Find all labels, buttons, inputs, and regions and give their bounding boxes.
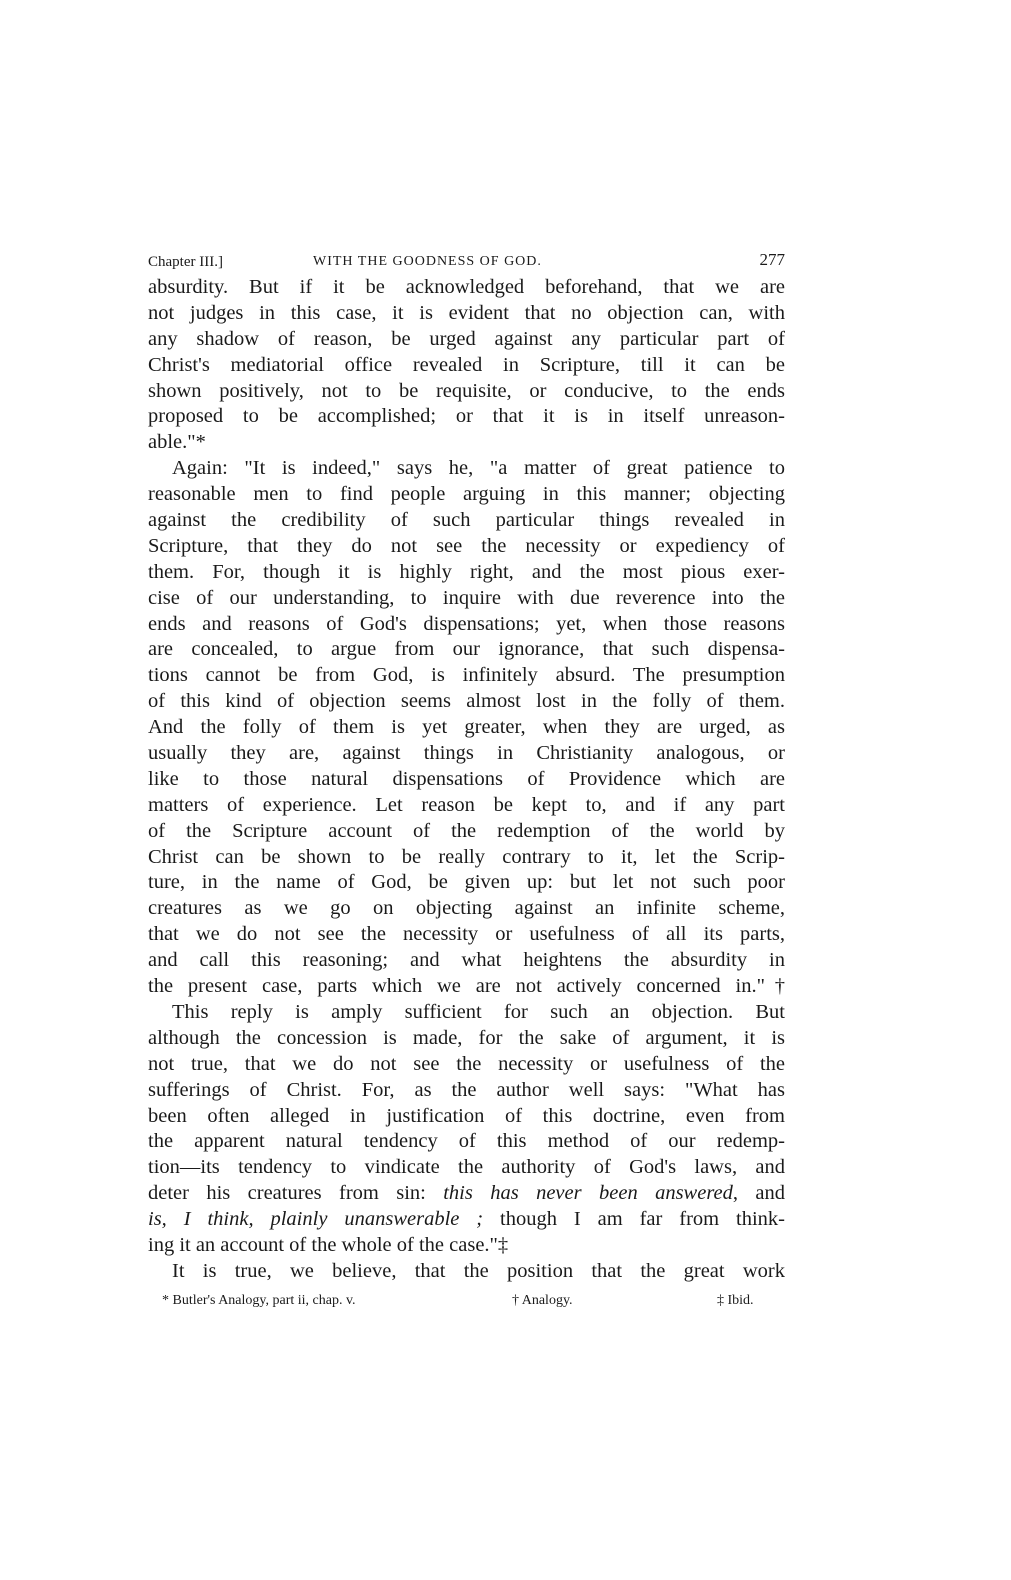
text-line (148, 430, 785, 456)
text-line (148, 1026, 785, 1052)
text-line (148, 1104, 785, 1130)
line-text: the present case, parts which we are not actively concerned in."† (148, 975, 785, 998)
line-text: that we do not see the necessity or usefulness of all its parts, (148, 923, 785, 946)
text-line (148, 327, 785, 353)
text-line (148, 1052, 785, 1078)
line-text: shown positively, not to be requisite, or conducive, to the ends (148, 379, 785, 402)
line-text: any shadow of reason, be urged against any particular part of (148, 327, 785, 350)
text-line (148, 741, 785, 767)
line-text: Christ's mediatorial office revealed in Scripture, till it can be (148, 353, 785, 376)
line-text: ends and reasons of God's dispensations; yet, when those reasons (148, 612, 785, 635)
text-line (148, 948, 785, 974)
text-line (148, 819, 785, 845)
text-line (148, 482, 785, 508)
line-text: of the Scripture account of the redemption of the world by (148, 819, 785, 842)
line-text: and call this reasoning; and what heightens the absurdity in (148, 949, 785, 972)
text-line (148, 767, 785, 793)
text-line (148, 1000, 785, 1026)
text-line (148, 689, 785, 715)
line-text: sufferings of Christ. For, as the author well says: "What has (148, 1078, 785, 1101)
line-text: although the concession is made, for the sake of argument, it is (148, 1026, 785, 1049)
footnote-dagger: † Analogy. (512, 1293, 573, 1308)
text-line (148, 1233, 785, 1259)
line-text: Christ can be shown to be really contrary to it, let the Scrip- (148, 845, 785, 868)
text-line (148, 922, 785, 948)
text-line (148, 560, 785, 586)
line-text: proposed to be accomplished; or that it is in itself unreason- (148, 405, 785, 428)
chapter-label: Chapter III.] (148, 254, 223, 270)
line-text: against the credibility of such particular things revealed in (148, 509, 785, 532)
text-line (148, 586, 785, 612)
line-text: This reply is amply sufficient for such an objection. But (172, 1000, 785, 1023)
text-line (148, 870, 785, 896)
line-text: creatures as we go on objecting against an infinite scheme, (148, 897, 785, 920)
line-text: absurdity. But if it be acknowledged beforehand, that we are (148, 276, 785, 298)
text-line (148, 974, 785, 1000)
line-text: It is true, we believe, that the position that the great work (172, 1259, 785, 1282)
text-line (148, 301, 785, 327)
line-text: the apparent natural tendency of this method of our redemp- (148, 1130, 785, 1153)
text-line (148, 845, 785, 871)
text-line (148, 1078, 785, 1104)
line-text: Scripture, that they do not see the necessity or expediency of (148, 534, 785, 557)
text-line (148, 404, 785, 430)
line-text: like to those natural dispensations of Providence which are (148, 767, 785, 790)
body-text (148, 275, 785, 1285)
line-text: cise of our understanding, to inquire with due reverence into the (148, 586, 785, 609)
text-line (148, 508, 785, 534)
line-text: tion—its tendency to vindicate the authority of God's laws, and (148, 1156, 785, 1179)
line-text: usually they are, against things in Christianity analogous, or (148, 742, 785, 765)
line-text: ing it an account of the whole of the case."‡ (148, 1233, 509, 1256)
line-text: reasonable men to find people arguing in this manner; objecting (148, 483, 785, 506)
line-text: tions cannot be from God, is infinitely absurd. The presumption (148, 664, 785, 687)
text-line (148, 353, 785, 379)
italic-text: is, I think, plainly unanswerable ; (148, 1208, 484, 1231)
text-line (148, 663, 785, 689)
text-line (148, 534, 785, 560)
text-line (148, 456, 785, 482)
line-text: matters of experience. Let reason be kept to, and if any part (148, 793, 785, 816)
text-line (148, 1181, 785, 1207)
footnote-double-dagger: ‡ Ibid. (717, 1293, 754, 1308)
running-header (148, 250, 785, 274)
line-text: of this kind of objection seems almost lost in the folly of them. (148, 690, 785, 713)
italic-text: this has never been answered (443, 1182, 733, 1205)
footnote-star: * Butler's Analogy, part ii, chap. v. (162, 1293, 356, 1308)
line-text: Again: "It is indeed," says he, "a matter of great patience to (172, 457, 785, 480)
line-text: able."* (148, 431, 206, 454)
text-line (148, 1155, 785, 1181)
running-title: WITH THE GOODNESS OF GOD. (313, 254, 542, 269)
text-line (148, 896, 785, 922)
text-line (148, 637, 785, 663)
text-line (148, 793, 785, 819)
text-line (148, 715, 785, 741)
footnotes (162, 1293, 782, 1313)
text-line (148, 612, 785, 638)
line-text: been often alleged in justification of this doctrine, even from (148, 1104, 785, 1127)
line-text: deter his creatures from sin: (148, 1182, 444, 1205)
line-text: not judges in this case, it is evident that no objection can, with (148, 301, 785, 324)
text-line (148, 1259, 785, 1285)
text-line (148, 379, 785, 405)
text-line (148, 1207, 785, 1233)
page-number: 277 (759, 250, 785, 269)
line-text: ture, in the name of God, be given up: but let not such poor (148, 871, 785, 894)
line-text: And the folly of them is yet greater, when they are urged, as (148, 716, 785, 739)
line-text: , and (732, 1182, 785, 1205)
text-line (148, 1129, 785, 1155)
line-text: are concealed, to argue from our ignorance, that such dispensa- (148, 638, 785, 661)
line-text: though I am far from think- (483, 1208, 785, 1231)
text-line (148, 275, 785, 301)
line-text: them. For, though it is highly right, and the most pious exer- (148, 560, 785, 583)
line-text: not true, that we do not see the necessity or usefulness of the (148, 1052, 785, 1075)
